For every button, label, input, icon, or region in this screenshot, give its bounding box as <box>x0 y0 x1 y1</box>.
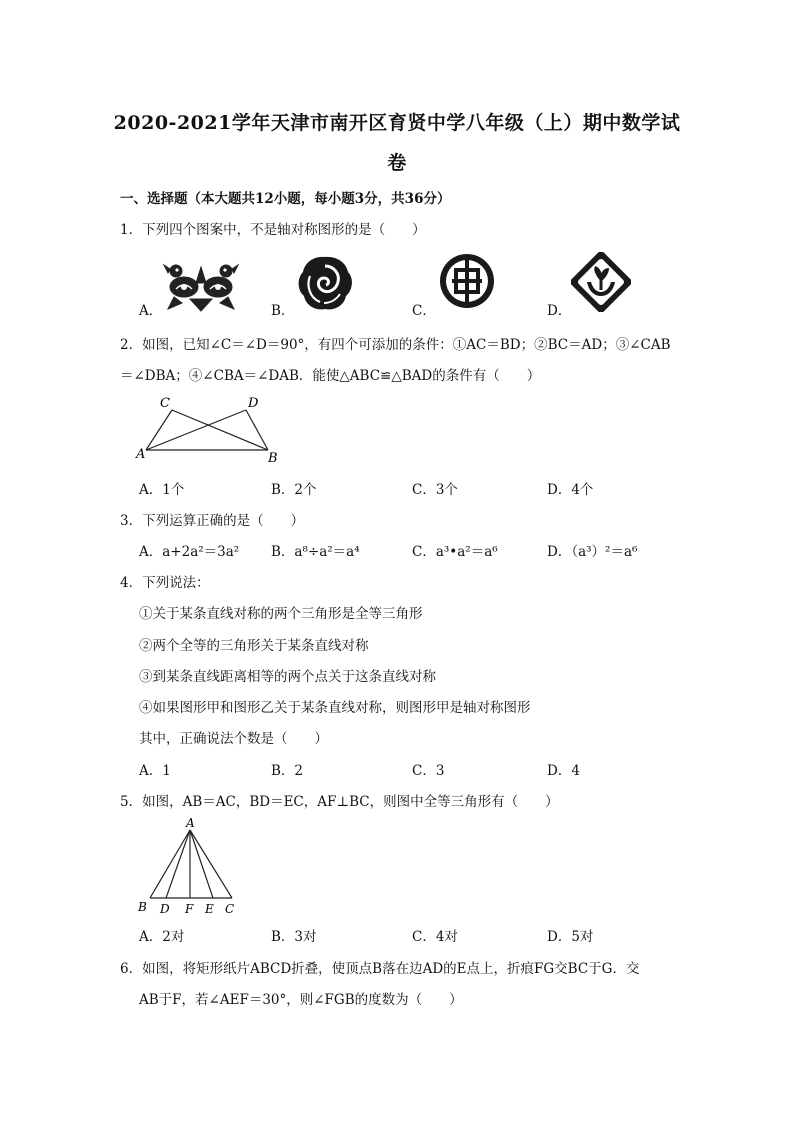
q2-option-a: A．1个 <box>139 482 185 498</box>
q5-label-e: E <box>205 902 214 916</box>
q5-option-c: C．4对 <box>412 929 458 945</box>
q4-statement-1: ①关于某条直线对称的两个三角形是全等三角形 <box>139 606 423 622</box>
q5-option-d: D．5对 <box>547 929 594 945</box>
q4-option-b: B．2 <box>271 763 304 779</box>
q4-question: 其中，正确说法个数是（ ） <box>139 731 328 747</box>
q1-figure-b-flower-swirl-icon <box>296 254 354 312</box>
q5-label-f: F <box>185 902 194 916</box>
q4-statement-3: ③到某条直线距离相等的两个点关于这条直线对称 <box>139 669 436 685</box>
q5-label-d: D <box>160 902 170 916</box>
q6-stem-line1: 6．如图，将矩形纸片ABCD折叠，使顶点B落在边AD的E点上，折痕FG交BC于G．交 <box>120 961 640 977</box>
page-title-line1: 2020-2021学年天津市南开区育贤中学八年级（上）期中数学试 <box>113 112 681 134</box>
q2-label-c: C <box>160 396 170 411</box>
q4-option-c: C．3 <box>412 763 445 779</box>
q1-option-a: A． <box>139 303 163 319</box>
q4-stem: 4．下列说法： <box>120 575 210 591</box>
q4-option-d: D．4 <box>547 763 580 779</box>
q5-label-a: A <box>186 816 195 830</box>
q1-option-c: C． <box>412 303 436 319</box>
q2-label-b: B <box>268 451 278 466</box>
q2-figure-quadrilateral <box>132 390 284 466</box>
q6-stem-line2: AB于F，若∠AEF＝30°，则∠FGB的度数为（ ） <box>139 992 463 1008</box>
q1-option-b: B． <box>271 303 295 319</box>
q1-figure-a-birds-icon <box>160 255 242 313</box>
q5-stem: 5．如图，AB＝AC，BD＝EC，AF⊥BC，则图中全等三角形有（ ） <box>120 794 559 810</box>
q5-label-b: B <box>138 900 147 914</box>
q3-option-b: B．a⁸÷a²＝a⁴ <box>271 544 360 560</box>
q3-option-c: C．a³•a²＝a⁶ <box>412 544 498 560</box>
q3-stem: 3．下列运算正确的是（ ） <box>120 513 305 529</box>
q5-label-c: C <box>225 902 235 916</box>
q2-label-d: D <box>248 396 259 411</box>
q4-option-a: A．1 <box>139 763 171 779</box>
q2-label-a: A <box>136 447 146 462</box>
q2-option-c: C．3个 <box>412 482 458 498</box>
q1-figure-d-hands-sprout-icon <box>571 252 631 312</box>
q1-stem: 1．下列四个图案中，不是轴对称图形的是（ ） <box>120 222 426 238</box>
q3-option-d: D．（a³）²＝a⁶ <box>547 544 638 560</box>
q5-figure-triangle <box>134 814 244 920</box>
q5-option-a: A．2对 <box>139 929 185 945</box>
section-heading: 一、选择题（本大题共12小题，每小题3分，共36分） <box>120 191 451 207</box>
q2-option-b: B．2个 <box>271 482 317 498</box>
q3-option-a: A．a+2a²＝3a² <box>139 544 240 560</box>
q2-option-d: D．4个 <box>547 482 594 498</box>
q5-option-b: B．3对 <box>271 929 317 945</box>
q4-statement-4: ④如果图形甲和图形乙关于某条直线对称，则图形甲是轴对称图形 <box>139 700 531 716</box>
q4-statement-2: ②两个全等的三角形关于某条直线对称 <box>139 638 369 654</box>
page-title-line2: 卷 <box>387 152 407 174</box>
q2-stem-line1: 2．如图，已知∠C＝∠D＝90°，有四个可添加的条件：①AC＝BD；②BC＝AD；③∠CAB <box>120 337 671 353</box>
q2-stem-line2: ＝∠DBA；④∠CBA＝∠DAB．能使△ABC≌△BAD的条件有（ ） <box>120 368 541 384</box>
q1-figure-c-coin-bank-icon <box>438 252 496 310</box>
q1-option-d: D． <box>547 303 572 319</box>
